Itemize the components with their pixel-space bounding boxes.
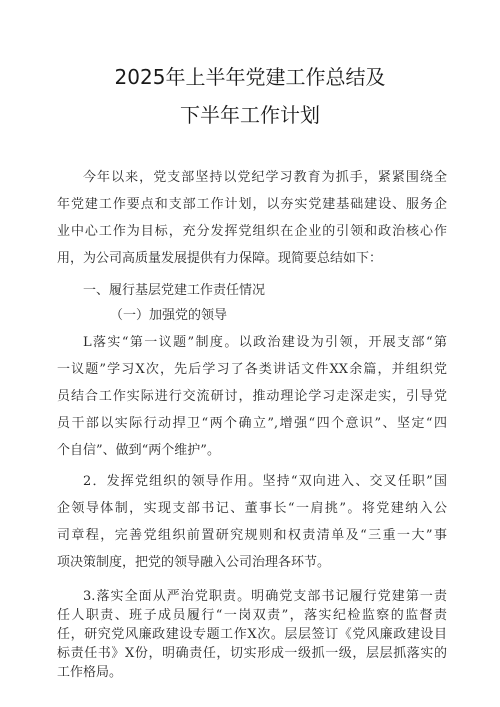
subsection-heading: （一）加强党的领导 bbox=[110, 308, 228, 323]
paragraph-line: 业中心工作为目标，充分发挥党组织在企业的引领和政治核心作 bbox=[57, 224, 447, 239]
paragraph-line: 个自信”、做到“两个维护”。 bbox=[57, 443, 220, 458]
paragraph-line: 用，为公司高质量发展提供有力保障。现简要总结如下： bbox=[57, 251, 383, 266]
paragraph-line: 一议题”学习X次，先后学习了各类讲话文件XX余篇，并组织党 bbox=[57, 362, 447, 377]
paragraph-line: 2．发挥党组织的领导作用。坚持“双向进入、交叉任职”国 bbox=[83, 474, 447, 489]
paragraph-line: 3.落实全面从严治党职责。明确党支部书记履行党建第一责 bbox=[83, 589, 447, 604]
paragraph-line: L落实“第一议题”制度。以政治建设为引领，开展支部“第 bbox=[83, 335, 447, 350]
paragraph-line: 项决策制度，把党的领导融入公司治理各环节。 bbox=[57, 555, 331, 570]
section-heading: 一、履行基层党建工作责任情况 bbox=[83, 283, 266, 298]
paragraph-line: 标责任书》X份，明确责任，切实形成一级抓一级，层层抓落实的 bbox=[57, 646, 447, 661]
paragraph-line: 员结合工作实际进行交流研讨，推动理论学习走深走实，引导党 bbox=[57, 389, 447, 404]
intro-paragraph bbox=[57, 164, 447, 272]
paragraph-line: 年党建工作要点和支部工作计划，以夯实党建基础建设、服务企 bbox=[57, 197, 447, 212]
paragraph-line: 任，研究党风廉政建设专题工作X次。层层签订《党风廉政建设目 bbox=[57, 627, 447, 642]
paragraph-line: 企领导体制，实现支部书记、董事长“一肩挑”。将党建纳入公 bbox=[57, 501, 447, 516]
document-title-line-2: 下半年工作计划 bbox=[180, 103, 320, 127]
paragraph-line: 员干部以实际行动捍卫“两个确立”,增强“四个意识”、坚定“四 bbox=[57, 416, 447, 431]
item-3-paragraph bbox=[57, 587, 447, 682]
paragraph-line: 任人职责、班子成员履行“一岗双责”，落实纪检监察的监督责 bbox=[57, 608, 447, 623]
item-1-paragraph bbox=[57, 329, 447, 464]
paragraph-line: 今年以来，党支部坚持以党纪学习教育为抓手，紧紧围绕全 bbox=[83, 170, 447, 185]
document-title-line-1: 2025年上半年党建工作总结及 bbox=[114, 65, 386, 89]
item-2-paragraph bbox=[57, 468, 447, 576]
paragraph-line: 司章程，完善党组织前置研究规则和权责清单及“三重一大”事 bbox=[57, 528, 447, 543]
paragraph-line: 工作格局。 bbox=[57, 665, 123, 680]
